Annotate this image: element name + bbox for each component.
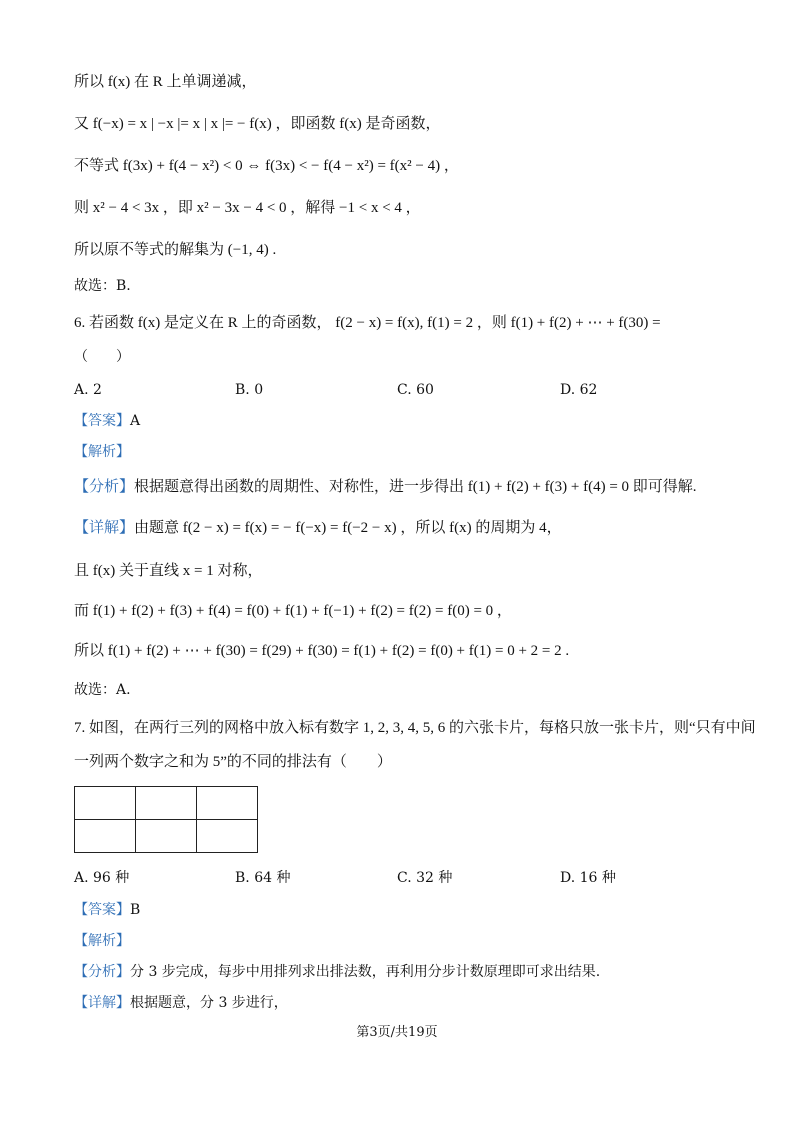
text-line: 又 f(−x) = x | −x |= x | x |= − f(x) ，即函数 f(x) 是奇函数， [74,116,441,132]
grid-cell [136,787,197,820]
text-line: 所以 f(x) 在 R 上单调递减， [74,74,257,90]
grid-figure [74,786,258,853]
grid-row [75,787,258,820]
text-line: 而 f(1) + f(2) + f(3) + f(4) = f(0) + f(1) + f(−1) + f(2) = f(2) = f(0) = 0 ， [74,603,512,619]
fenxi-text: 分 3 步完成，每步中用排列求出排法数，再利用分步计数原理即可求出结果. [130,964,601,980]
grid-cell [197,820,258,853]
option-d: D. 16 种 [560,870,616,886]
page-footer: 第3页/共19页 [356,1025,438,1040]
xiangjie-text: 由题意 f(2 − x) = f(x) = − f(−x) = f(−2 − x) ，所以 f(x) 的周期为 4， [134,520,562,536]
option-b: B. 64 种 [235,870,291,886]
fenxi-line [74,477,697,497]
text-line: 所以原不等式的解集为 (−1, 4) . [74,242,277,258]
option-a: A. 96 种 [74,870,130,886]
option-c: C. 32 种 [397,870,453,886]
option-c: C. 60 [397,382,434,398]
fenxi-line [74,962,600,982]
text-line: 且 f(x) 关于直线 x = 1 对称， [74,563,263,579]
fenxi-tag: 【分析】 [74,964,130,980]
answer-line [74,411,140,431]
grid-cell [197,787,258,820]
option-d: D. 62 [560,382,598,398]
text-line: 不等式 f(3x) + f(4 − x²) < 0 ⇔ f(3x) < − f(4 − x²) = f(x² − 4) ， [74,158,459,174]
answer-value: B [130,902,141,918]
grid-cell [75,820,136,853]
text-line: 所以 f(1) + f(2) + ⋯ + f(30) = f(29) + f(30) = f(1) + f(2) = f(0) + f(1) = 0 + 2 = 2 . [74,643,570,659]
fenxi-text: 根据题意得出函数的周期性、对称性，进一步得出 f(1) + f(2) + f(3) + f(4) = 0 即可得解. [134,479,697,495]
question-6-stem: 6. 若函数 f(x) 是定义在 R 上的奇函数， f(2 − x) = f(x), f(1) = 2 ，则 f(1) + f(2) + ⋯ + f(30) = [74,315,661,331]
question-7-stem: 7. 如图，在两行三列的网格中放入标有数字 1, 2, 3, 4, 5, 6 的六张卡片，每格只放一张卡片，则“只有中间 [74,720,756,736]
option-a: A. 2 [74,382,102,398]
fenxi-tag: 【分析】 [74,479,135,495]
xiangjie-tag: 【详解】 [74,995,130,1011]
answer-paren: （ ） [74,349,130,365]
xiangjie-tag: 【详解】 [74,520,135,536]
option-b: B. 0 [235,382,264,398]
question-7-stem-cont: 一列两个数字之和为 5”的不同的排法有（ ） [74,754,392,770]
answer-tag: 【答案】 [74,413,130,429]
xiangjie-line [74,993,288,1013]
analysis-tag: 【解析】 [74,444,130,460]
answer-tag: 【答案】 [74,902,130,918]
answer-line [74,900,140,920]
grid-cell [75,787,136,820]
grid-row [75,820,258,853]
grid-cell [136,820,197,853]
xiangjie-text: 根据题意，分 3 步进行， [130,995,288,1011]
analysis-tag: 【解析】 [74,933,130,949]
text-line: 故选：A. [74,682,131,698]
xiangjie-line [74,518,562,538]
text-line: 故选：B. [74,278,131,294]
text-line: 则 x² − 4 < 3x ，即 x² − 3x − 4 < 0 ，解得 −1 < x < 4 ， [74,200,421,216]
answer-value: A [130,413,141,429]
